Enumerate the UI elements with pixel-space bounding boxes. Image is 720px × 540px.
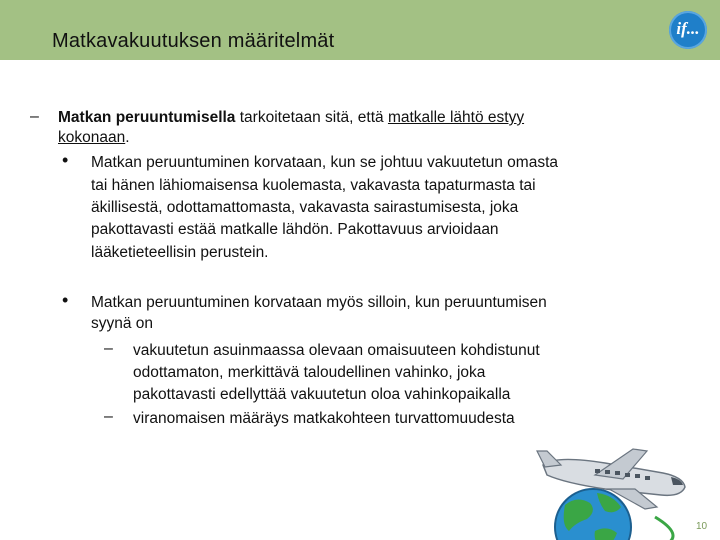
bullet-marker: •	[62, 290, 69, 310]
flight-trail	[655, 517, 673, 540]
bullet1-line: lääketieteellisin perustein.	[91, 244, 269, 261]
bullet2-line: Matkan peruuntuminen korvataan myös silloin, kun peruuntumisen	[91, 294, 547, 311]
dash-marker: –	[104, 340, 113, 357]
bullet2-line: syynä on	[91, 315, 154, 332]
page-number: 10	[696, 521, 708, 532]
globe-icon	[555, 489, 631, 540]
intro-underlined: matkalle lähtö estyy	[387, 109, 525, 126]
intro-text: tarkoitetaan sitä, että	[235, 109, 388, 126]
intro-line-2	[58, 127, 130, 148]
sub2-line: viranomaisen määräys matkakohteen turvattomuudesta	[133, 410, 515, 427]
logo-text: if...	[676, 19, 700, 38]
airplane-globe-illustration	[535, 445, 720, 540]
page-title: Matkavakuutuksen määritelmät	[52, 30, 335, 52]
sub1-line: pakottavasti edellyttää vakuutetun oloa vahinkopaikalla	[133, 386, 511, 403]
sub1-line: odottamaton, merkittävä taloudellinen vahinko, joka	[133, 364, 486, 381]
bullet1-line: tai hänen lähiomaisensa kuolemasta, vakavasta tapaturmasta tai	[91, 177, 536, 194]
intro-bold: Matkan peruuntumisella	[58, 109, 236, 126]
bullet-marker: •	[62, 150, 69, 170]
intro-underlined-2: kokonaan	[58, 129, 126, 146]
intro-end: .	[125, 129, 130, 146]
dash-marker: –	[30, 108, 39, 125]
bullet1-line: Matkan peruuntuminen korvataan, kun se johtuu vakuutetun omasta	[91, 154, 559, 171]
bullet1-line: pakottavasti estää matkalle lähdön. Pakottavuus arvioidaan	[91, 221, 499, 238]
dash-marker: –	[104, 408, 113, 425]
sub1-line: vakuutetun asuinmaassa olevaan omaisuuteen kohdistunut	[133, 342, 540, 359]
intro-line-1	[58, 107, 524, 128]
bullet1-line: äkillisestä, odottamattomasta, vakavasta sairastumisesta, joka	[91, 199, 519, 216]
